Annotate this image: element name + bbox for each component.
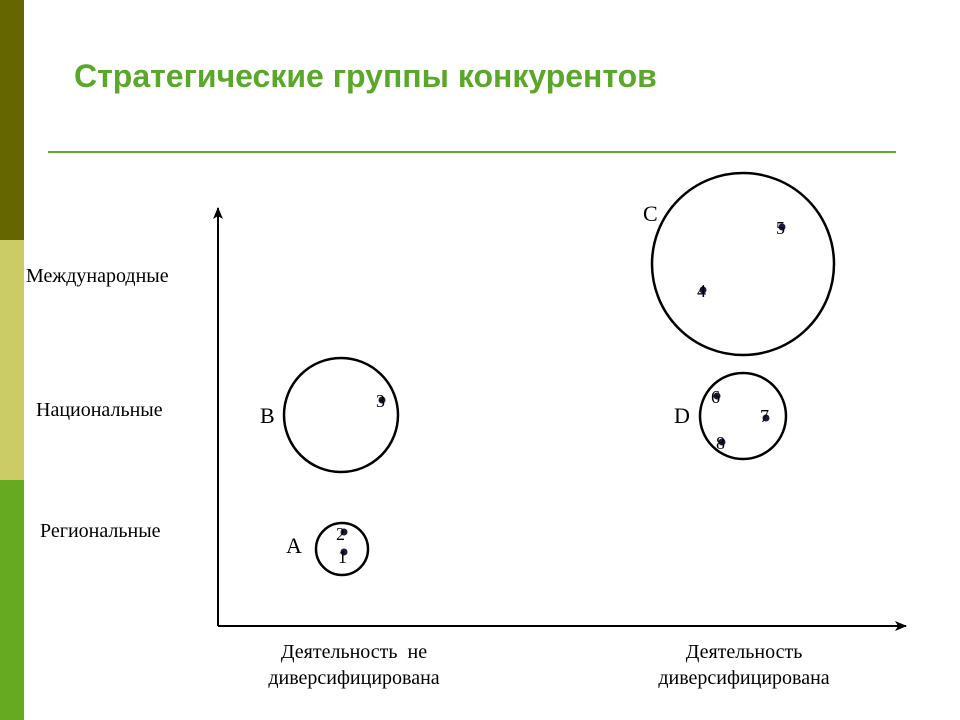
slide-title: Стратегические группы конкурентов [74,58,657,94]
company-1-number: 1 [338,547,347,567]
company-4-number: 4 [697,281,706,301]
x-category-not-diversified-line2: диверсифицирована [268,667,440,689]
group-b-circle [284,358,398,472]
y-level-regional: Региональные [40,520,161,542]
x-category-diversified-line2: диверсифицирована [658,667,830,689]
y-level-international: Международные [26,265,169,287]
company-6-number: 6 [711,387,720,407]
x-category-not-diversified-line1: Деятельность не [280,641,428,663]
company-5-number: 5 [776,218,785,238]
company-8-number: 8 [716,433,725,453]
x-category-diversified-line1: Деятельность [685,641,803,663]
group-b-label: B [260,403,275,428]
group-d-circle [700,373,786,459]
group-d-label: D [674,403,690,428]
y-level-national: Национальные [36,399,163,421]
company-3-number: 3 [376,391,385,411]
group-a-label: A [286,533,302,558]
group-c-label: C [643,201,658,226]
company-2-number: 2 [336,524,345,544]
company-7-number: 7 [760,406,769,426]
group-c-circle [652,173,834,355]
